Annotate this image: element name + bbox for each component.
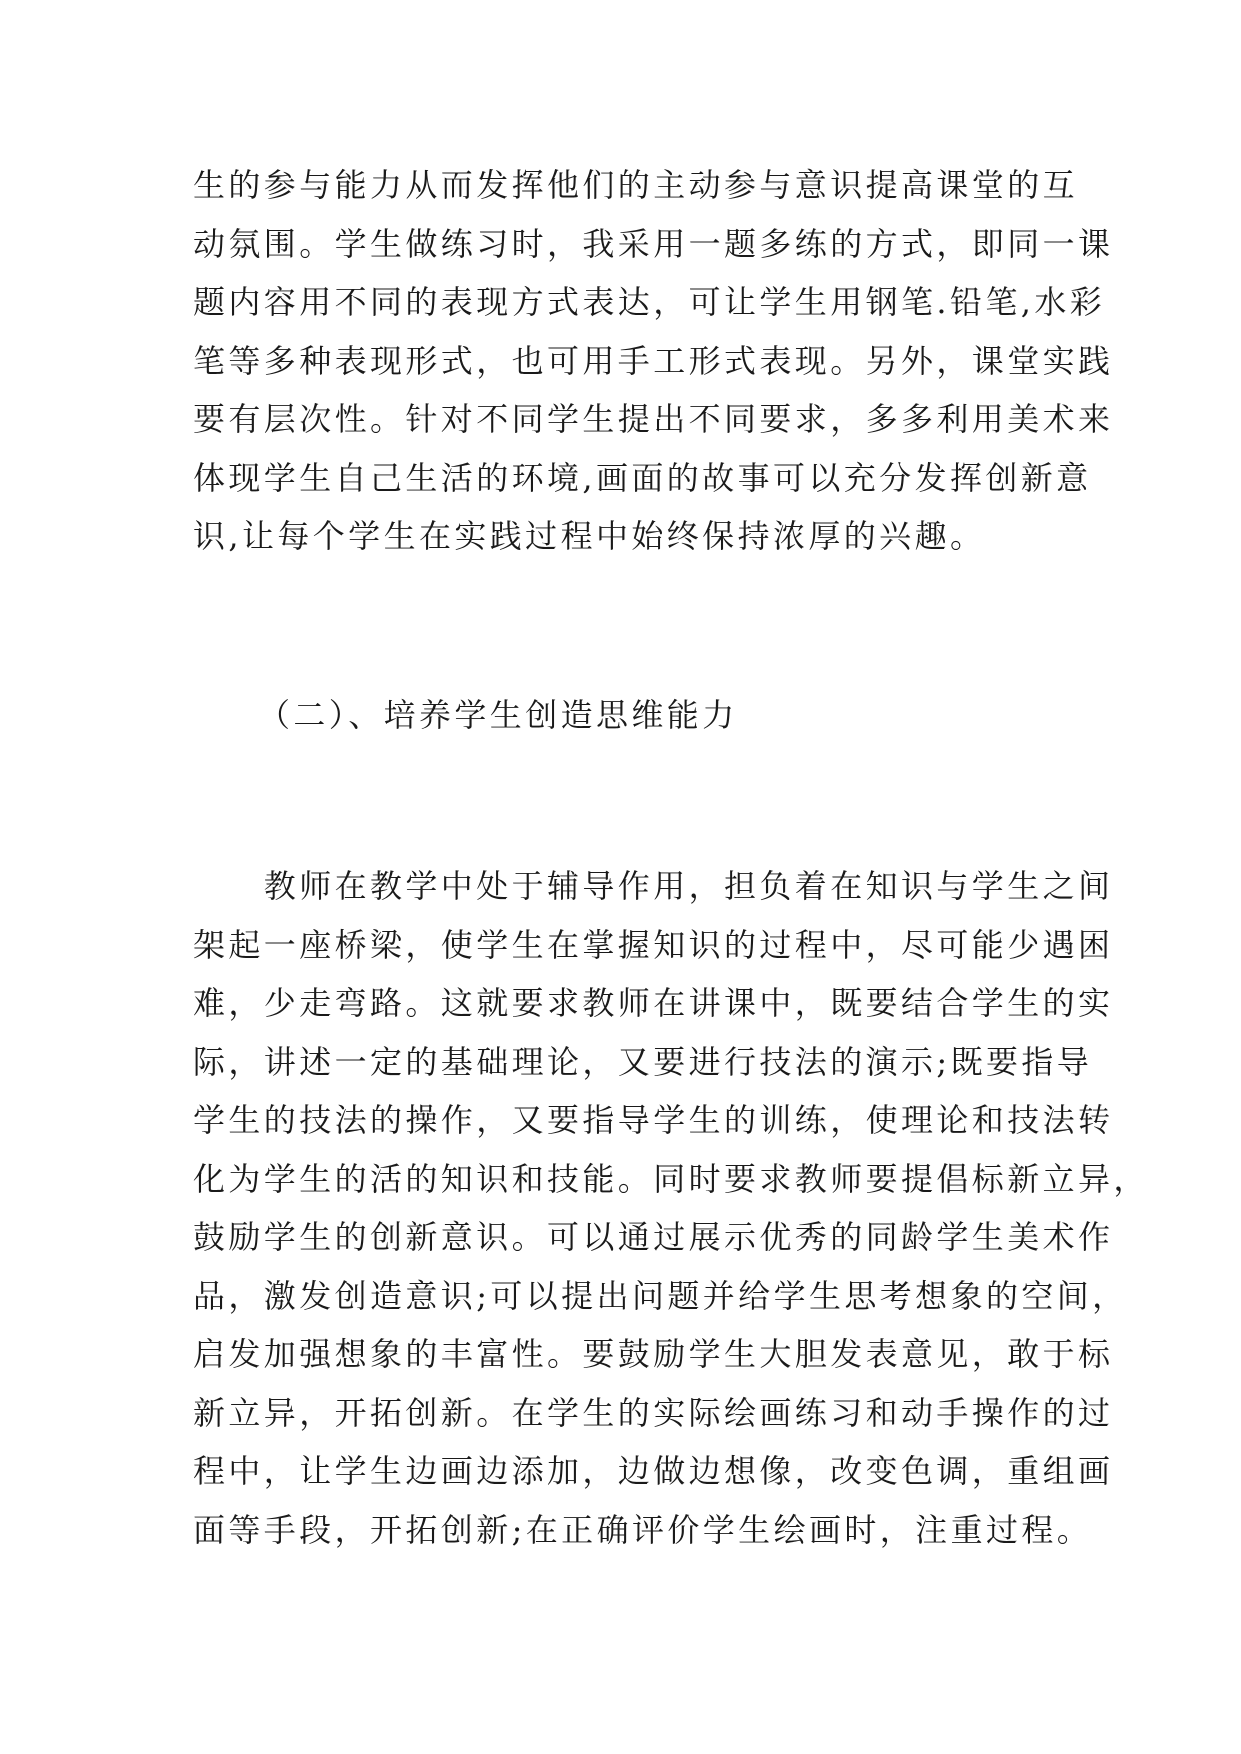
- paragraph-2-line: 际，讲述一定的基础理论，又要进行技法的演示;既要指导: [193, 1042, 1093, 1081]
- paragraph-2-line: 架起一座桥梁，使学生在掌握知识的过程中，尽可能少遇困: [193, 925, 1114, 964]
- paragraph-2-line: 难，少走弯路。这就要求教师在讲课中，既要结合学生的实: [193, 984, 1114, 1022]
- paragraph-2-line: 教师在教学中处于辅导作用，担负着在知识与学生之间: [193, 867, 1114, 905]
- paragraph-2-line: 学生的技法的操作，又要指导学生的训练，使理论和技法转: [193, 1101, 1114, 1139]
- paragraph-2-line: 启发加强想象的丰富性。要鼓励学生大胆发表意见，敢于标: [193, 1335, 1114, 1373]
- paragraph-1-line: 要有层次性。针对不同学生提出不同要求，多多利用美术来: [193, 400, 1114, 438]
- paragraph-1-line: 体现学生自己生活的环境,画面的故事可以充分发挥创新意: [193, 458, 1092, 497]
- paragraph-1-line: 题内容用不同的表现方式表达，可让学生用钢笔.铅笔,水彩: [193, 283, 1106, 321]
- paragraph-1-line: 动氛围。学生做练习时，我采用一题多练的方式，即同一课: [193, 224, 1114, 263]
- paragraph-2: [193, 857, 1149, 1559]
- paragraph-2-line: 面等手段，开拓创新;在正确评价学生绘画时，注重过程。: [193, 1510, 1093, 1549]
- paragraph-1-line: 笔等多种表现形式，也可用手工形式表现。另外，课堂实践: [193, 341, 1114, 380]
- paragraph-2-line: 程中，让学生边画边添加，边做边想像，改变色调，重组画: [193, 1452, 1114, 1490]
- paragraph-1: [193, 156, 1114, 566]
- paragraph-2-line: 品，激发创造意识;可以提出问题并给学生思考想象的空间，: [193, 1276, 1128, 1315]
- paragraph-2-line: 化为学生的活的知识和技能。同时要求教师要提倡标新立异，: [193, 1159, 1149, 1198]
- paragraph-2-line: 鼓励学生的创新意识。可以通过展示优秀的同龄学生美术作: [193, 1218, 1114, 1256]
- paragraph-2-line: 新立异，开拓创新。在学生的实际绘画练习和动手操作的过: [193, 1393, 1114, 1432]
- paragraph-1-line: 识,让每个学生在实践过程中始终保持浓厚的兴趣。: [193, 517, 986, 555]
- section-heading: （二）、培养学生创造思维能力: [258, 696, 738, 734]
- paragraph-1-line: 生的参与能力从而发挥他们的主动参与意识提高课堂的互: [193, 166, 1079, 204]
